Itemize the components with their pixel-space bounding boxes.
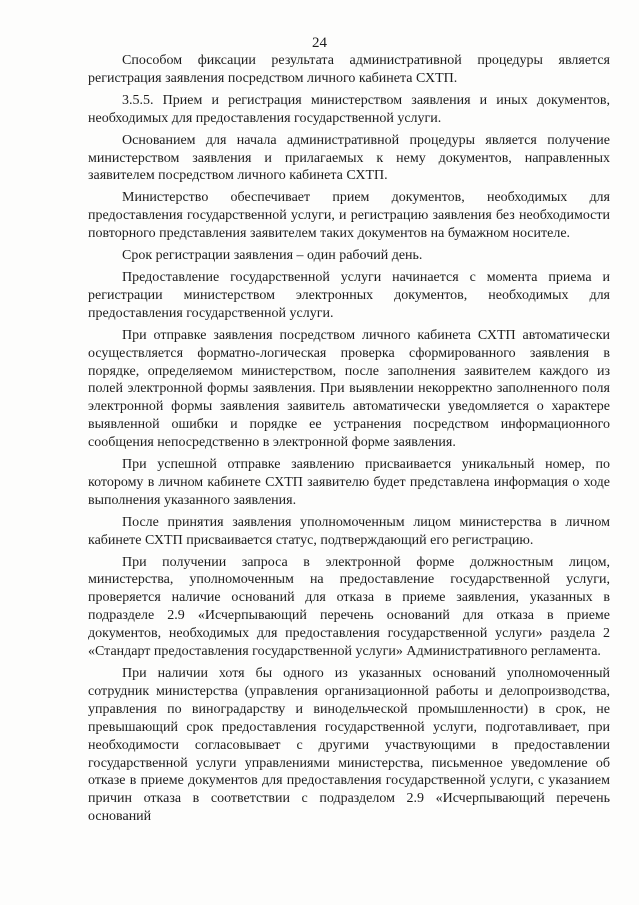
paragraph: Министерство обеспечивает прием документов, необходимых для предоставления государственной услуги, и регистрацию заявления без необходимости повторного представления заявителем таких документов на бумажном носителе. [88, 190, 610, 242]
paragraph: Способом фиксации результата административной процедуры является регистрация заявления посредством личного кабинета СХТП. [88, 53, 610, 86]
paragraph: При успешной отправке заявлению присваивается уникальный номер, по которому в личном кабинете СХТП заявителю будет представлена информация о ходе выполнения указанного заявления. [88, 457, 610, 508]
paragraph: При получении запроса в электронной форме должностным лицом, министерства, уполномоченным на предоставление государственной услуги, проверяется наличие оснований для отказа в приеме заявления, указанных в подразделе 2.9 «Исчерпывающий перечень оснований для отказа в приеме документов, необходимых для предоставления государственной услуги» раздела 2 «Стандарт предоставления государственной услуги» Административного регламента. [88, 554, 610, 660]
paragraph: После принятия заявления уполномоченным лицом министерства в личном кабинете СХТП присваивается статус, подтверждающий его регистрацию. [88, 514, 610, 548]
paragraph: Срок регистрации заявления – один рабочий день. [122, 248, 423, 264]
paragraph: Основанием для начала административной процедуры является получение министерством заявления и прилагаемых к нему документов, направленных заявителем посредством личного кабинета СХТП. [88, 132, 610, 184]
page-number: 24 [312, 35, 327, 51]
paragraph: 3.5.5. Прием и регистрация министерством заявления и иных документов, необходимых для предоставления государственной услуги. [88, 92, 610, 126]
paragraph: Предоставление государственной услуги начинается с момента приема и регистрации министерством электронных документов, необходимых для предоставления государственной услуги. [88, 269, 610, 321]
document-body [88, 52, 610, 830]
paragraph: При отправке заявления посредством личного кабинета СХТП автоматически осуществляется форматно-логическая проверка сформированного заявления в порядке, определяемом министерством, после заполнения заявителем каждого из полей электронной формы заявления. При выявлении некорректно заполненного поля электронной формы заявления заявитель автоматически уведомляется о характере выявленной ошибки и порядке ее устранения посредством информационного сообщения непосредственно в электронной форме заявления. [88, 327, 610, 451]
paragraph: При наличии хотя бы одного из указанных оснований уполномоченный сотрудник министерства (управления организационной работы и делопроизводства, управления по виноградарству и винодельческой промышленности) в срок, не превышающий срок предоставления государственной услуги, подготавливает, при необходимости согласовывает с другими участвующими в предоставлении государственной услуги управлениями министерства, письменное уведомление об отказе в приеме документов для предоставления государственной услуги, с указанием причин отказа в соответствии с подразделом 2.9 «Исчерпывающий перечень оснований [88, 666, 610, 825]
